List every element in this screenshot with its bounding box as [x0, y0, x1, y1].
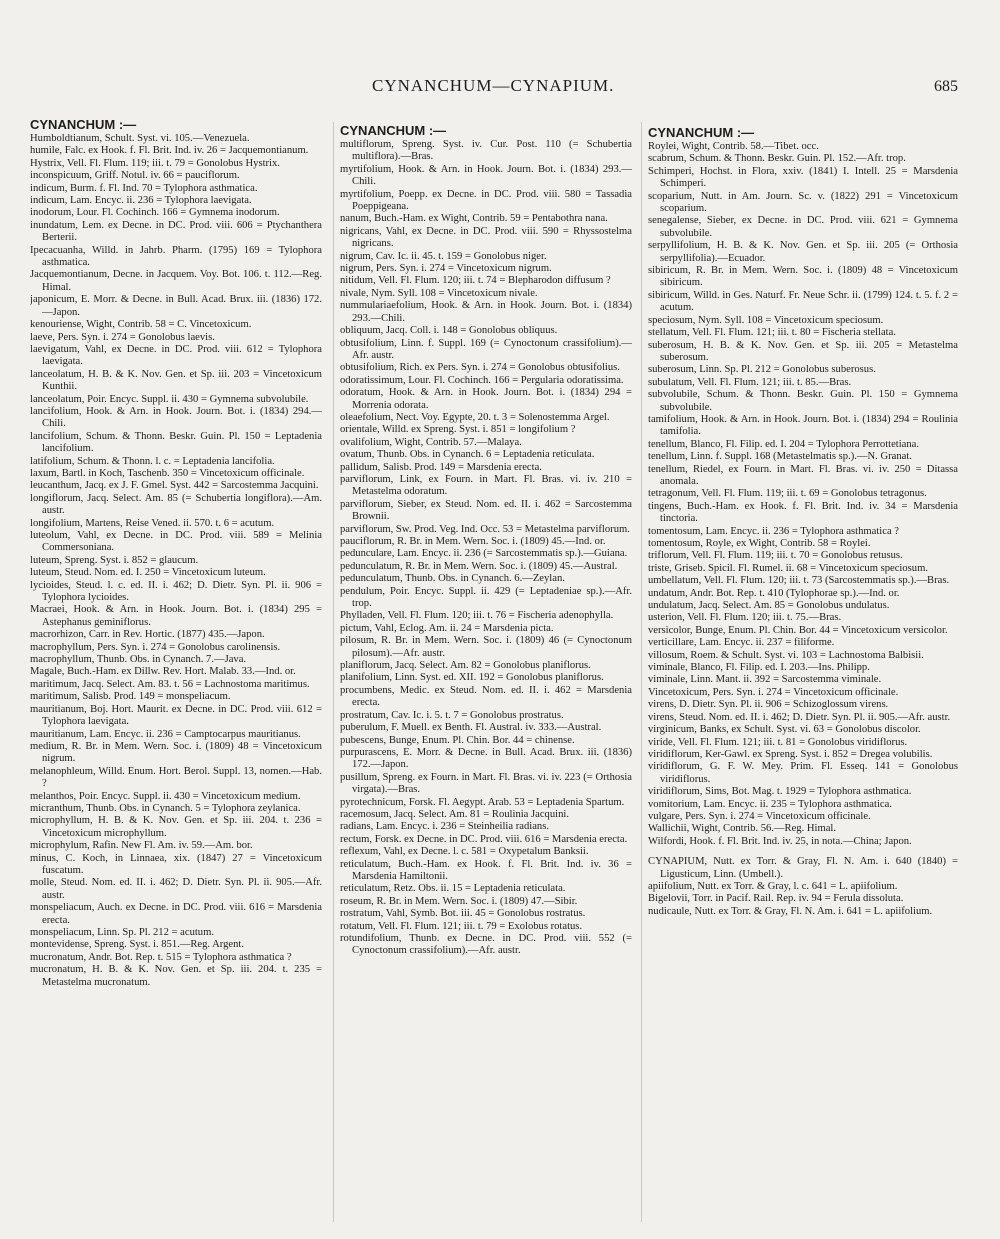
dictionary-entry: triflorum, Vell. Fl. Flum. 119; iii. t. 70 = Gonolobus retusus.: [648, 550, 903, 562]
dictionary-entry: suberosum, Linn. Sp. Pl. 212 = Gonolobus suberosus.: [648, 364, 876, 376]
dictionary-entry: mauritianum, Boj. Hort. Maurit. ex Decne. in DC. Prod. viii. 612 = Tylophora laevigata.: [30, 703, 322, 728]
dictionary-entry: tomentosum, Royle, ex Wight, Contrib. 58 = Roylei.: [648, 538, 871, 549]
dictionary-entry: odoratissimum, Lour. Fl. Cochinch. 166 = Pergularia odoratissima.: [340, 374, 624, 386]
column-divider: [641, 122, 642, 1222]
dictionary-entry: versicolor, Bunge, Enum. Pl. Chin. Bor. 44 = Vincetoxicum versicolor.: [648, 624, 948, 636]
dictionary-entry: medium, R. Br. in Mem. Wern. Soc. i. (1809) 48 = Vincetoxicum nigrum.: [30, 740, 322, 765]
dictionary-entry: nummulariaefolium, Hook. & Arn. in Hook. Journ. Bot. i. (1834) 293.—Chili.: [340, 300, 632, 324]
dictionary-entry: scabrum, Schum. & Thonn. Beskr. Guin. Pl. 152.—Afr. trop.: [648, 153, 906, 165]
dictionary-entry: pauciflorum, R. Br. in Mem. Wern. Soc. i. (1809) 45.—Ind. or.: [340, 536, 606, 547]
dictionary-entry: reflexum, Vahl, ex Decne. l. c. 581 = Oxypetalum Banksii.: [340, 846, 589, 858]
column-right: [648, 126, 958, 1206]
dictionary-entry: [648, 848, 958, 856]
dictionary-entry: pendulum, Poir. Encyc. Suppl. ii. 429 (= Leptadeniae sp.).—Afr. trop.: [340, 585, 632, 610]
dictionary-entry: pedunculare, Lam. Encyc. ii. 236 (= Sarcostemmatis sp.).—Guiana.: [340, 548, 628, 560]
dictionary-entry: obliquum, Jacq. Coll. i. 148 = Gonolobus obliquus.: [340, 325, 558, 337]
dictionary-entry: Ipecacuanha, Willd. in Jahrb. Pharm. (1795) 169 = Tylophora asthmatica.: [30, 244, 322, 269]
dictionary-entry: senegalense, Sieber, ex Decne. in DC. Prod. viii. 621 = Gymnema subvolubile.: [648, 215, 958, 239]
dictionary-entry: humile, Falc. ex Hook. f. Fl. Brit. Ind. iv. 26 = Jacquemontianum.: [30, 145, 309, 157]
column-heading: CYNANCHUM :—: [30, 118, 137, 132]
dictionary-entry: mauritianum, Lam. Encyc. ii. 236 = Camptocarpus mauritianus.: [30, 728, 301, 740]
dictionary-entry: racemosum, Jacq. Select. Am. 81 = Roulinia Jacquini.: [340, 808, 569, 820]
dictionary-entry: triste, Griseb. Spicil. Fl. Rumel. ii. 68 = Vincetoxicum speciosum.: [648, 562, 928, 574]
dictionary-entry: radians, Lam. Encyc. i. 236 = Steinheilia radians.: [340, 821, 549, 833]
dictionary-entry: nivale, Nym. Syll. 108 = Vincetoxicum nivale.: [340, 287, 538, 299]
dictionary-entry: nitidum, Vell. Fl. Flum. 120; iii. t. 74 = Blepharodon diffusum ?: [340, 275, 611, 287]
dictionary-entry: obtusifolium, Rich. ex Pers. Syn. i. 274 = Gonolobus obtusifolius.: [340, 362, 620, 374]
dictionary-entry: subvolubile, Schum. & Thonn. Beskr. Guin. Pl. 150 = Gymnema subvolubile.: [648, 389, 958, 413]
running-header: [0, 76, 1000, 100]
dictionary-entry: stellatum, Vell. Fl. Flum. 121; iii. t. 80 = Fischeria stellata.: [648, 327, 896, 339]
dictionary-entry: verticillare, Lam. Encyc. ii. 237 = filiforme.: [648, 637, 835, 649]
dictionary-entry: rotatum, Vell. Fl. Flum. 121; iii. t. 79 = Exolobus rotatus.: [340, 920, 583, 932]
dictionary-entry: undatum, Andr. Bot. Rep. t. 410 (Tylophorae sp.).—Ind. or.: [648, 587, 900, 599]
dictionary-entry: minus, C. Koch, in Linnaea, xix. (1847) 27 = Vincetoxicum fuscatum.: [30, 852, 322, 876]
dictionary-entry: maritimum, Salisb. Prod. 149 = monspeliacum.: [30, 691, 231, 703]
dictionary-entry: luteolum, Vahl, ex Decne. in DC. Prod. viii. 589 = Melinia Commersoniana.: [30, 530, 322, 554]
dictionary-entry: CYNAPIUM, Nutt. ex Torr. & Gray, Fl. N. Am. i. 640 (1840) = Ligusticum, Linn. (Umbell.).: [648, 856, 958, 880]
dictionary-entry: pedunculatum, R. Br. in Mem. Wern. Soc. i. (1809) 45.—Austral.: [340, 560, 618, 572]
dictionary-entry: tetragonum, Vell. Fl. Flum. 119; iii. t. 69 = Gonolobus tetragonus.: [648, 488, 927, 500]
dictionary-entry: sibiricum, Willd. in Ges. Naturf. Fr. Neue Schr. ii. (1799) 124. t. 5. f. 2 = acutum.: [648, 289, 958, 314]
dictionary-entry: tenellum, Riedel, ex Fourn. in Mart. Fl. Bras. vi. iv. 250 = Ditassa anomala.: [648, 463, 958, 487]
dictionary-entry: Schimperi, Hochst. in Flora, xxiv. (1841) I. Intell. 25 = Marsdenia Schimperi.: [648, 165, 958, 190]
dictionary-entry: microphyllum, H. B. & K. Nov. Gen. et Sp. iii. 204. t. 236 = Vincetoxicum microphyllum.: [30, 815, 322, 839]
dictionary-entry: japonicum, E. Morr. & Decne. in Bull. Acad. Brux. iii. (1836) 172.—Japon.: [30, 294, 322, 318]
dictionary-entry: longiflorum, Jacq. Select. Am. 85 (= Schubertia longiflora).—Am. austr.: [30, 492, 322, 517]
dictionary-entry: viride, Vell. Fl. Flum. 121; iii. t. 81 = Gonolobus viridiflorus.: [648, 736, 908, 748]
dictionary-entry: macrophyllum, Pers. Syn. i. 274 = Gonolobus carolinensis.: [30, 641, 281, 653]
dictionary-entry: subulatum, Vell. Fl. Flum. 121; iii. t. 85.—Bras.: [648, 376, 852, 388]
dictionary-entry: multiflorum, Spreng. Syst. iv. Cur. Post. 110 (= Schubertia multiflora).—Bras.: [340, 139, 632, 163]
dictionary-entry: serpyllifolium, H. B. & K. Nov. Gen. et Sp. iii. 205 (= Orthosia serpyllifolia).—Ecuador.: [648, 240, 958, 264]
dictionary-entry: prostratum, Cav. Ic. i. 5. t. 7 = Gonolobus prostratus.: [340, 709, 564, 721]
dictionary-entry: rotundifolium, Thunb. ex Decne. in DC. Prod. viii. 552 (= Cynoctonum crassifolium).—Afr. austr.: [340, 933, 632, 957]
dictionary-entry: pallidum, Salisb. Prod. 149 = Marsdenia erecta.: [340, 461, 542, 473]
dictionary-entry: luteum, Steud. Nom. ed. I. 250 = Vincetoxicum luteum.: [30, 567, 266, 579]
column-heading: CYNANCHUM :—: [340, 124, 447, 138]
dictionary-entry: viridiflorum, Ker-Gawl. ex Spreng. Syst. i. 852 = Dregea volubilis.: [648, 748, 933, 760]
dictionary-entry: melanophleum, Willd. Enum. Hort. Berol. Suppl. 13, nomen.—Hab. ?: [30, 765, 322, 790]
column-heading: CYNANCHUM :—: [648, 126, 755, 140]
dictionary-entry: virginicum, Banks, ex Schult. Syst. vi. 63 = Gonolobus discolor.: [648, 724, 921, 736]
dictionary-entry: Magale, Buch.-Ham. ex Dillw. Rev. Hort. Malab. 33.—Ind. or.: [30, 666, 296, 678]
dictionary-entry: mucronatum, Andr. Bot. Rep. t. 515 = Tylophora asthmatica ?: [30, 951, 292, 963]
dictionary-entry: nanum, Buch.-Ham. ex Wight, Contrib. 59 = Pentabothra nana.: [340, 213, 608, 225]
dictionary-entry: oleaefolium, Nect. Voy. Egypte, 20. t. 3 = Solenostemma Argel.: [340, 411, 610, 423]
dictionary-entry: sibiricum, R. Br. in Mem. Wern. Soc. i. (1809) 48 = Vincetoxicum sibiricum.: [648, 265, 958, 289]
dictionary-entry: lanceolatum, H. B. & K. Nov. Gen. et Sp. iii. 203 = Vincetoxicum Kunthii.: [30, 368, 322, 393]
dictionary-entry: lycioides, Steud. l. c. ed. II. i. 462; D. Dietr. Syn. Pl. ii. 906 = Tylophora lycioides.: [30, 579, 322, 604]
column-middle: [340, 124, 632, 1224]
dictionary-entry: pedunculatum, Thunb. Obs. in Cynanch. 6.—Zeylan.: [340, 573, 565, 585]
dictionary-entry: parviflorum, Sieber, ex Steud. Nom. ed. II. i. 462 = Sarcostemma Brownii.: [340, 498, 632, 523]
dictionary-entry: viridiflorum, G. F. W. Mey. Prim. Fl. Esseq. 141 = Gonolobus viridiflorus.: [648, 761, 958, 785]
dictionary-entry: Humboldtianum, Schult. Syst. vi. 105.—Venezuela.: [30, 133, 250, 144]
dictionary-entry: indicum, Burm. f. Fl. Ind. 70 = Tylophora asthmatica.: [30, 182, 258, 194]
dictionary-entry: rostratum, Vahl, Symb. Bot. iii. 45 = Gonolobus rostratus.: [340, 908, 586, 920]
dictionary-entry: reticulatum, Retz. Obs. ii. 15 = Leptadenia reticulata.: [340, 883, 566, 895]
dictionary-entry: lancifolium, Schum. & Thonn. Beskr. Guin. Pl. 150 = Leptadenia lancifolium.: [30, 430, 322, 455]
dictionary-entry: inundatum, Lem. ex Decne. in DC. Prod. viii. 606 = Ptychanthera Berterii.: [30, 219, 322, 244]
column-left: [30, 118, 322, 1228]
dictionary-entry: planiflorum, Jacq. Select. Am. 82 = Gonolobus planiflorus.: [340, 660, 591, 672]
dictionary-entry: pyrotechnicum, Forsk. Fl. Aegypt. Arab. 53 = Leptadenia Spartum.: [340, 796, 625, 808]
dictionary-entry: vomitorium, Lam. Encyc. ii. 235 = Tylophora asthmatica.: [648, 798, 892, 810]
dictionary-entry: villosum, Roem. & Schult. Syst. vi. 103 = Lachnostoma Balbisii.: [648, 649, 924, 661]
dictionary-entry: leucanthum, Jacq. ex J. F. Gmel. Syst. 442 = Sarcostemma Jacquini.: [30, 480, 319, 492]
dictionary-entry: scoparium, Nutt. in Am. Journ. Sc. v. (1822) 291 = Vincetoxicum scoparium.: [648, 190, 958, 215]
dictionary-entry: umbellatum, Vell. Fl. Flum. 120; iii. t. 73 (Sarcostemmatis sp.).—Bras.: [648, 575, 950, 587]
dictionary-entry: lanceolatum, Poir. Encyc. Suppl. ii. 430 = Gymnema subvolubile.: [30, 393, 309, 405]
dictionary-entry: laevigatum, Vahl, ex Decne. in DC. Prod. viii. 612 = Tylophora laevigata.: [30, 343, 322, 368]
dictionary-entry: pubescens, Bunge, Enum. Pl. Chin. Bor. 44 = chinense.: [340, 734, 575, 746]
dictionary-entry: viridiflorum, Sims, Bot. Mag. t. 1929 = Tylophora asthmatica.: [648, 786, 912, 798]
dictionary-entry: roseum, R. Br. in Mem. Wern. Soc. i. (1809) 47.—Sibir.: [340, 895, 578, 907]
dictionary-entry: Phylladen, Vell. Fl. Flum. 120; iii. t. 76 = Fischeria adenophylla.: [340, 610, 614, 622]
dictionary-entry: speciosum, Nym. Syll. 108 = Vincetoxicum speciosum.: [648, 314, 884, 326]
dictionary-entry: Macraei, Hook. & Arn. in Hook. Journ. Bot. i. (1834) 295 = Astephanus geminiflorus.: [30, 604, 322, 628]
dictionary-entry: microphylum, Rafin. New Fl. Am. iv. 59.—Am. bor.: [30, 840, 253, 852]
dictionary-entry: longifolium, Martens, Reise Vened. ii. 570. t. 6 = acutum.: [30, 517, 275, 529]
dictionary-entry: Roylei, Wight, Contrib. 58.—Tibet. occ.: [648, 141, 819, 152]
dictionary-entry: laeve, Pers. Syn. i. 274 = Gonolobus laevis.: [30, 331, 215, 343]
dictionary-entry: apiifolium, Nutt. ex Torr. & Gray, l. c. 641 = L. apiifolium.: [648, 880, 898, 892]
dictionary-entry: lancifolium, Hook. & Arn. in Hook. Journ. Bot. i. (1834) 294.—Chili.: [30, 405, 322, 430]
dictionary-entry: indicum, Lam. Encyc. ii. 236 = Tylophora laevigata.: [30, 195, 252, 207]
dictionary-entry: montevidense, Spreng. Syst. i. 851.—Reg. Argent.: [30, 939, 245, 951]
dictionary-entry: tamifolium, Hook. & Arn. in Hook. Journ. Bot. i. (1834) 294 = Roulinia tamifolia.: [648, 413, 958, 438]
dictionary-entry: nudicaule, Nutt. ex Torr. & Gray, Fl. N. Am. i. 641 = L. apiifolium.: [648, 905, 933, 917]
dictionary-entry: Jacquemontianum, Decne. in Jacquem. Voy. Bot. 106. t. 112.—Reg. Himal.: [30, 269, 322, 293]
dictionary-entry: myrtifolium, Poepp. ex Decne. in DC. Prod. viii. 580 = Tassadia Poeppigeana.: [340, 188, 632, 213]
dictionary-entry: macrophyllum, Thunb. Obs. in Cynanch. 7.—Java.: [30, 654, 247, 666]
dictionary-entry: tomentosum, Lam. Encyc. ii. 236 = Tylophora asthmatica ?: [648, 525, 899, 537]
dictionary-entry: Wilfordi, Hook. f. Fl. Brit. Ind. iv. 25, in nota.—China; Japon.: [648, 835, 912, 847]
dictionary-entry: pilosum, R. Br. in Mem. Wern. Soc. i. (1809) 46 (= Cynoctonum pilosum).—Afr. austr.: [340, 635, 632, 659]
dictionary-entry: pictum, Vahl, Eclog. Am. ii. 24 = Marsdenia picta.: [340, 622, 554, 634]
dictionary-entry: molle, Steud. Nom. ed. II. i. 462; D. Dietr. Syn. Pl. ii. 905.—Afr. austr.: [30, 877, 322, 901]
dictionary-entry: parviflorum, Link, ex Fourn. in Mart. Fl. Bras. vi. iv. 210 = Metastelma odoratum.: [340, 473, 632, 498]
dictionary-entry: virens, D. Dietr. Syn. Pl. ii. 906 = Schizoglossum virens.: [648, 699, 889, 711]
dictionary-entry: tenellum, Blanco, Fl. Filip. ed. I. 204 = Tylophora Perrottetiana.: [648, 438, 920, 450]
dictionary-entry: puberulum, F. Muell. ex Benth. Fl. Austral. iv. 333.—Austral.: [340, 722, 602, 734]
dictionary-entry: reticulatum, Buch.-Ham. ex Hook. f. Fl. Brit. Ind. iv. 36 = Marsdenia Hamiltonii.: [340, 858, 632, 882]
dictionary-entry: nigrum, Cav. Ic. ii. 45. t. 159 = Gonolobus niger.: [340, 250, 547, 262]
dictionary-entry: Hystrix, Vell. Fl. Flum. 119; iii. t. 79 = Gonolobus Hystrix.: [30, 157, 280, 169]
dictionary-entry: myrtifolium, Hook. & Arn. in Hook. Journ. Bot. i. (1834) 293.—Chili.: [340, 163, 632, 188]
dictionary-entry: Bigelovii, Torr. in Pacif. Rail. Rep. iv. 94 = Ferula dissoluta.: [648, 893, 904, 905]
dictionary-entry: luteum, Spreng. Syst. i. 852 = glaucum.: [30, 554, 199, 566]
dictionary-entry: viminale, Linn. Mant. ii. 392 = Sarcostemma viminale.: [648, 674, 882, 686]
dictionary-entry: viminale, Blanco, Fl. Filip. ed. I. 203.—Ins. Philipp.: [648, 662, 870, 674]
dictionary-entry: pusillum, Spreng. ex Fourn. in Mart. Fl. Bras. vi. iv. 223 (= Orthosia virgata).—Bras.: [340, 771, 632, 796]
dictionary-entry: parviflorum, Sw. Prod. Veg. Ind. Occ. 53 = Metastelma parviflorum.: [340, 523, 630, 535]
column-divider: [333, 122, 334, 1222]
dictionary-entry: laxum, Bartl. in Koch, Taschenb. 350 = Vincetoxicum officinale.: [30, 467, 305, 479]
dictionary-entry: maritimum, Jacq. Select. Am. 83. t. 56 = Lachnostoma maritimus.: [30, 678, 310, 690]
dictionary-entry: virens, Steud. Nom. ed. II. i. 462; D. Dietr. Syn. Pl. ii. 905.—Afr. austr.: [648, 711, 951, 723]
dictionary-entry: inodorum, Lour. Fl. Cochinch. 166 = Gymnema inodorum.: [30, 207, 280, 219]
dictionary-entry: inconspicuum, Griff. Notul. iv. 66 = pauciflorum.: [30, 170, 240, 182]
dictionary-entry: orientale, Willd. ex Spreng. Syst. i. 851 = longifolium ?: [340, 424, 576, 436]
dictionary-entry: planifolium, Linn. Syst. ed. XII. 192 = Gonolobus planiflorus.: [340, 672, 604, 684]
dictionary-entry: melanthos, Poir. Encyc. Suppl. ii. 430 = Vincetoxicum medium.: [30, 790, 301, 802]
dictionary-entry: kenouriense, Wight, Contrib. 58 = C. Vincetoxicum.: [30, 319, 252, 331]
page-number: 685: [934, 78, 958, 95]
dictionary-entry: tingens, Buch.-Ham. ex Hook. f. Fl. Brit. Ind. iv. 34 = Marsdenia tinctoria.: [648, 500, 958, 525]
dictionary-entry: mucronatum, H. B. & K. Nov. Gen. et Sp. iii. 204. t. 235 = Metastelma mucronatum.: [30, 964, 322, 988]
dictionary-entry: purpurascens, E. Morr. & Decne. in Bull. Acad. Brux. iii. (1836) 172.—Japon.: [340, 746, 632, 771]
dictionary-entry: suberosum, H. B. & K. Nov. Gen. et Sp. iii. 205 = Metastelma suberosum.: [648, 339, 958, 363]
dictionary-entry: nigricans, Vahl, ex Decne. in DC. Prod. viii. 590 = Rhyssostelma nigricans.: [340, 225, 632, 250]
dictionary-entry: ovalifolium, Wight, Contrib. 57.—Malaya.: [340, 436, 522, 448]
dictionary-entry: micranthum, Thunb. Obs. in Cynanch. 5 = Tylophora zeylanica.: [30, 802, 301, 814]
dictionary-entry: Wallichii, Wight, Contrib. 56.—Reg. Himal.: [648, 823, 837, 835]
dictionary-entry: obtusifolium, Linn. f. Suppl. 169 (= Cynoctonum crassifolium).—Afr. austr.: [340, 337, 632, 361]
dictionary-entry: usterion, Vell. Fl. Flum. 120; iii. t. 75.—Bras.: [648, 612, 842, 624]
dictionary-entry: vulgare, Pers. Syn. i. 274 = Vincetoxicum officinale.: [648, 810, 871, 822]
dictionary-entry: ovatum, Thunb. Obs. in Cynanch. 6 = Leptadenia reticulata.: [340, 449, 595, 461]
dictionary-entry: monspeliacum, Linn. Sp. Pl. 212 = acutum.: [30, 927, 214, 938]
dictionary-entry: latifolium, Schum. & Thonn. l. c. = Leptadenia lancifolia.: [30, 455, 275, 467]
dictionary-entry: nigrum, Pers. Syn. i. 274 = Vincetoxicum nigrum.: [340, 263, 552, 275]
dictionary-entry: tenellum, Linn. f. Suppl. 168 (Metastelmatis sp.).—N. Granat.: [648, 451, 912, 463]
dictionary-entry: odoratum, Hook. & Arn. in Hook. Journ. Bot. i. (1834) 294 = Morrenia odorata.: [340, 387, 632, 411]
dictionary-entry: Vincetoxicum, Pers. Syn. i. 274 = Vincetoxicum officinale.: [648, 686, 899, 698]
dictionary-entry: rectum, Forsk. ex Decne. in DC. Prod. viii. 616 = Marsdenia erecta.: [340, 833, 628, 845]
dictionary-entry: procumbens, Medic. ex Steud. Nom. ed. II. i. 462 = Marsdenia erecta.: [340, 684, 632, 709]
page-title: CYNANCHUM—CYNAPIUM.: [372, 76, 615, 95]
dictionary-entry: undulatum, Jacq. Select. Am. 85 = Gonolobus undulatus.: [648, 600, 890, 612]
dictionary-entry: macrorhizon, Carr. in Rev. Hortic. (1877) 435.—Japon.: [30, 629, 265, 641]
dictionary-entry: monspeliacum, Auch. ex Decne. in DC. Prod. viii. 616 = Marsdenia erecta.: [30, 902, 322, 926]
